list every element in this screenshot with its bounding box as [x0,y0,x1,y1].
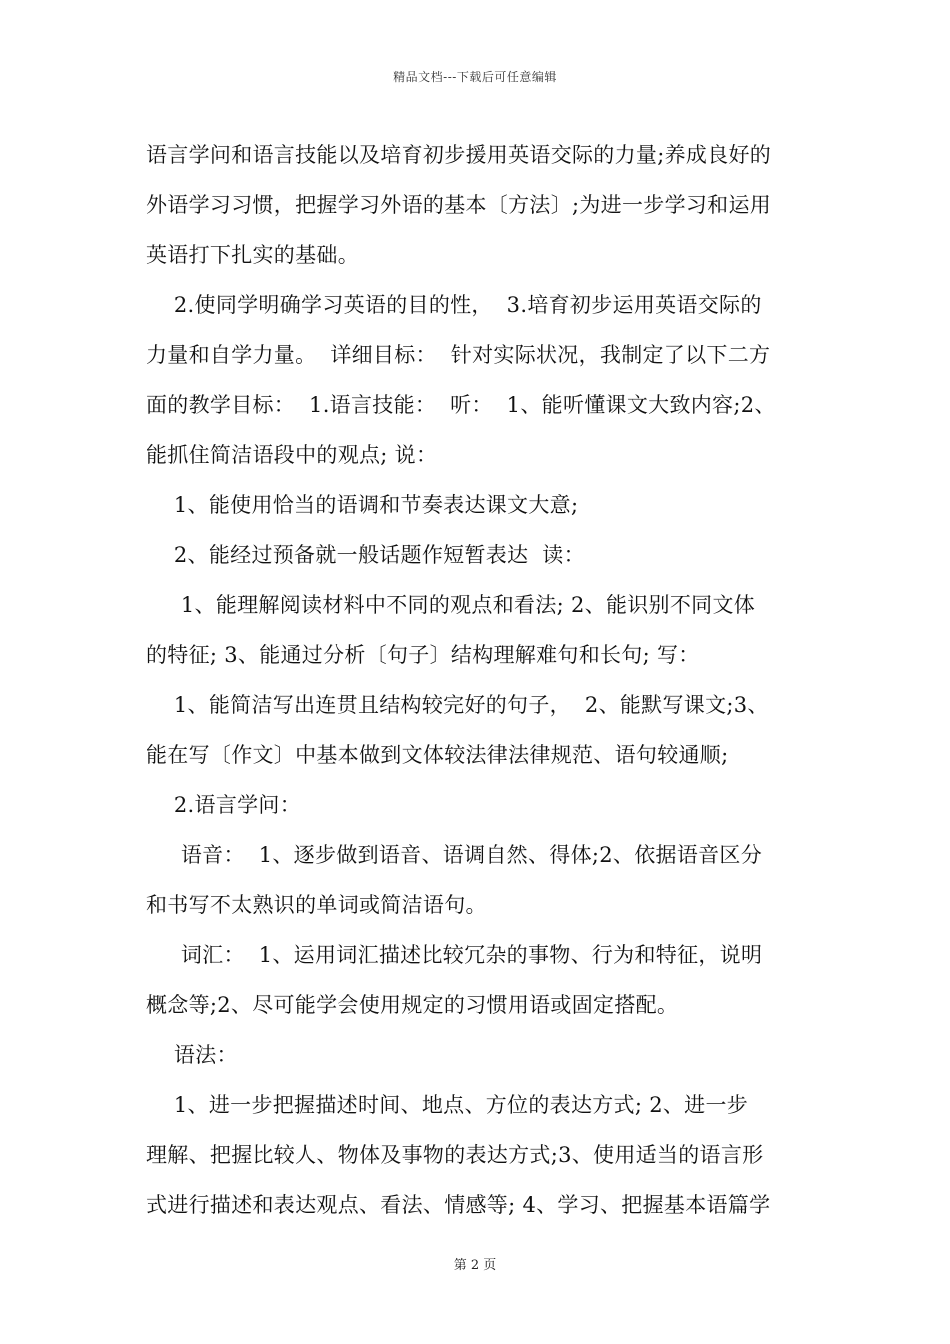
body-line: 词汇： 1、运用词汇描述比较冗杂的事物、行为和特征，说明 [146,943,763,967]
body-line: 2.语言学问： [146,793,302,817]
body-line: 英语打下扎实的基础。 [146,243,359,267]
body-line: 1、能简洁写出连贯且结构较完好的句子， 2、能默写课文;3、 [146,693,769,717]
body-line: 面的教学目标： 1.语言技能： 听： 1、能听懂课文大致内容;2、 [146,393,776,417]
page-header: 精品文档---下载后可任意编辑 [393,70,557,84]
body-line: 1、进一步把握描述时间、地点、方位的表达方式; 2、进一步 [146,1093,749,1117]
body-line: 2、能经过预备就一般话题作短暂表达 读： [146,543,585,567]
body-line: 式进行描述和表达观点、看法、情感等; 4、学习、把握基本语篇学 [146,1193,771,1217]
body-line: 理解、把握比较人、物体及事物的表达方式;3、使用适当的语言形 [146,1143,764,1167]
body-line: 语言学问和语言技能以及培育初步援用英语交际的力量;养成良好的 [146,143,772,167]
body-line: 力量和自学力量。 详细目标： 针对实际状况，我制定了以下二方 [146,343,771,367]
body-line: 能在写〔作文〕中基本做到文体较法律法律规范、语句较通顺; [146,743,729,767]
document-body [146,130,816,1230]
body-line: 语法： [146,1043,238,1067]
body-line: 2.使同学明确学习英语的目的性， 3.培育初步运用英语交际的 [146,293,762,317]
body-line: 和书写不太熟识的单词或简洁语句。 [146,893,487,917]
body-line: 概念等;2、尽可能学会使用规定的习惯用语或固定搭配。 [146,993,679,1017]
body-line: 1、能理解阅读材料中不同的观点和看法; 2、能识别不同文体 [146,593,756,617]
body-line: 的特征; 3、能通过分析〔句子〕结构理解难句和长句; 写： [146,643,700,667]
body-line: 1、能使用恰当的语调和节奏表达课文大意; [146,493,579,517]
body-line: 能抓住简洁语段中的观点; 说： [146,443,438,467]
body-line: 语音： 1、逐步做到语音、语调自然、得体;2、依据语音区分 [146,843,763,867]
body-line: 外语学习习惯，把握学习外语的基本〔方法〕;为进一步学习和运用 [146,193,772,217]
page-number: 第 2 页 [453,1258,497,1273]
